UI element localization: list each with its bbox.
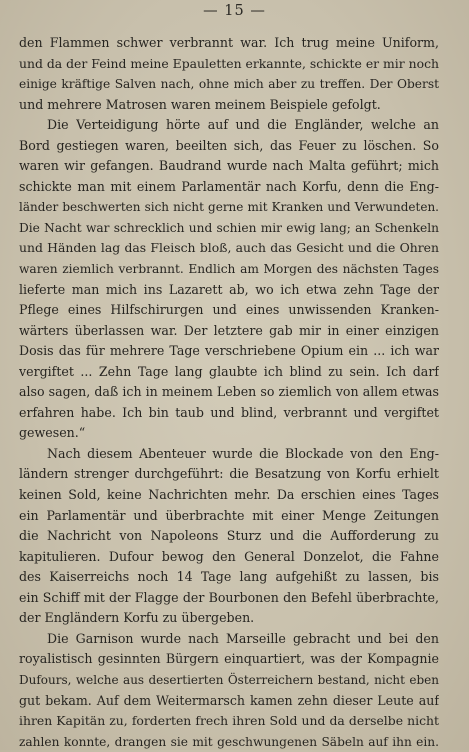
text-line: Die Garnison wurde nach Marseille gebracht und bei den (47, 630, 439, 646)
text-line: lieferte man mich ins Lazarett ab, wo ich etwa zehn Tage der (19, 281, 439, 297)
text-line: erfahren habe. Ich bin taub und blind, verbrannt und vergiftet (19, 404, 439, 420)
text-line: länder beschwerten sich nicht gerne mit Kranken und Verwundeten. (19, 200, 439, 215)
text-line: ein Parlamentär und überbrachte mit einer Menge Zeitungen (19, 507, 439, 523)
text-line: waren wir gefangen. Baudrand wurde nach Malta geführt; mich (19, 158, 439, 174)
text-line: ländern strenger durchgeführt: die Besatzung von Korfu erhielt (19, 466, 439, 482)
text-line: keinen Sold, keine Nachrichten mehr. Da erschien eines Tages (19, 487, 439, 503)
text-line: einige kräftige Salven nach, ohne mich aber zu treffen. Der Oberst (19, 77, 439, 92)
text-line: gut bekam. Auf dem Weitermarsch kamen zehn dieser Leute auf (19, 692, 439, 708)
text-line: Nach diesem Abenteuer wurde die Blockade von den Eng- (47, 445, 439, 461)
text-line: schickte man mit einem Parlamentär nach Korfu, denn die Eng- (19, 178, 439, 194)
text-line: den Flammen schwer verbrannt war. Ich trug meine Uniform, (19, 35, 439, 50)
page-number: — 15 — (203, 3, 266, 19)
text-line: ein Schiff mit der Flagge der Bourbonen den Befehl überbrachte, (19, 589, 439, 605)
body-text (19, 33, 439, 752)
text-line: ihren Kapitän zu, forderten frech ihren Sold und da derselbe nicht (19, 713, 439, 729)
text-line: Die Verteidigung hörte auf und die Engländer, welche an (47, 117, 439, 133)
text-line: also sagen, daß ich in meinem Leben so ziemlich von allem etwas (19, 384, 439, 400)
text-line: Dosis das für mehrere Tage verschriebene Opium ein ... ich war (19, 343, 439, 359)
text-line: royalistisch gesinnten Bürgern einquartiert, was der Kompagnie (19, 651, 439, 667)
text-line: vergiftet ... Zehn Tage lang glaubte ich blind zu sein. Ich darf (19, 363, 439, 379)
text-line: wärters überlassen war. Der letztere gab mir in einer einzigen (19, 322, 439, 338)
text-line: des Kaiserreichs noch 14 Tage lang aufgehißt zu lassen, bis (19, 569, 439, 585)
text-line: kapitulieren. Dufour bewog den General Donzelot, die Fahne (19, 548, 439, 564)
text-line: zahlen konnte, drangen sie mit geschwungenen Säbeln auf ihn ein. (19, 734, 439, 749)
text-line: gewesen.“ (19, 425, 86, 441)
text-line: Die Nacht war schrecklich und schien mir ewig lang; an Schenkeln (19, 220, 439, 235)
text-line: Bord gestiegen waren, beeilten sich, das Feuer zu löschen. So (19, 137, 439, 153)
text-line: Pflege eines Hilfschirurgen und eines unwissenden Kranken- (19, 302, 439, 318)
text-line: Dufours, welche aus desertierten Österreichern bestand, nicht eben (19, 672, 439, 687)
text-line: der Engländern Korfu zu übergeben. (19, 610, 255, 626)
text-line: und mehrere Matrosen waren meinem Beispiele gefolgt. (19, 96, 381, 112)
text-line: die Nachricht von Napoleons Sturz und die Aufforderung zu (19, 528, 439, 544)
text-line: und Händen lag das Fleisch bloß, auch das Gesicht und die Ohren (19, 240, 439, 256)
text-line: waren ziemlich verbrannt. Endlich am Morgen des nächsten Tages (19, 262, 439, 277)
text-line: und da der Feind meine Epauletten erkannte, schickte er mir noch (19, 55, 439, 71)
